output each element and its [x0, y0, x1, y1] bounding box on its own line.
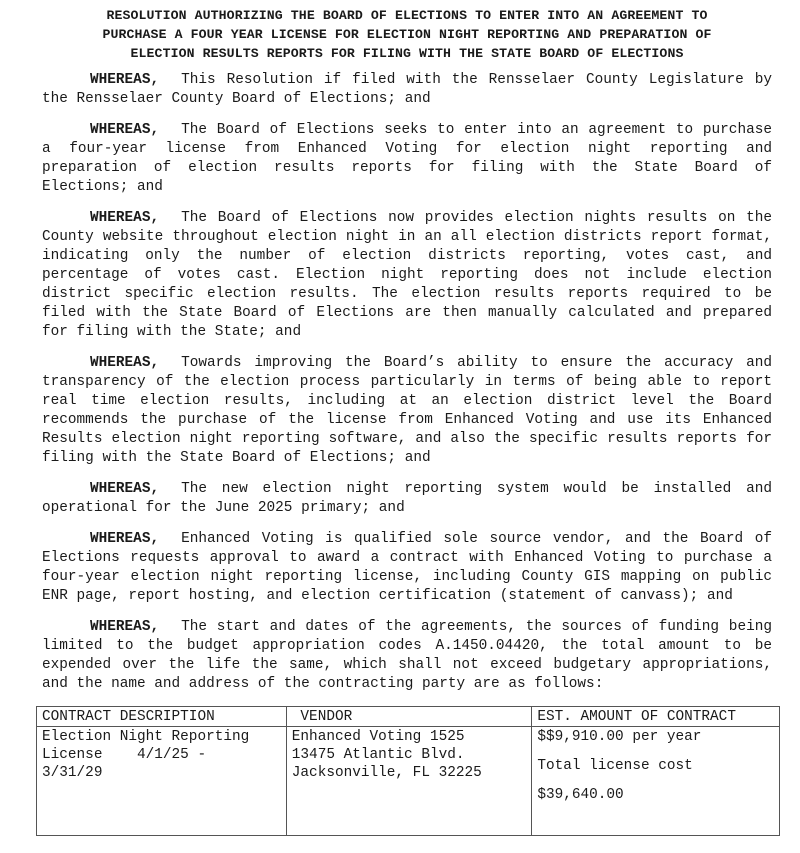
whereas-lead: WHEREAS, — [90, 619, 160, 635]
whereas-lead: WHEREAS, — [90, 210, 160, 226]
total-license-amount: $39,640.00 — [537, 787, 624, 803]
whereas-paragraph-2 — [42, 121, 772, 197]
description-line-1: Election Night Reporting — [42, 729, 250, 745]
cell-vendor — [286, 727, 532, 836]
paragraph-text: The start and dates of the agreements, the sources of funding being limited to the budget appropriation codes A.1450.04420, the total amount to be expended over the life the same, which shall not exceed budgetary appropriations, and the name and address of the contracting party are as follows: — [42, 619, 772, 692]
whereas-paragraph-6 — [42, 530, 772, 606]
paragraph-text: This Resolution if filed with the Rensselaer County Legislature by the Rensselaer County Board of Elections; and — [42, 72, 772, 107]
description-line-2: License 4/1/25 - — [42, 747, 207, 763]
description-line-3: 3/31/29 — [42, 765, 103, 781]
title-line-3: ELECTION RESULTS REPORTS FOR FILING WITH THE STATE BOARD OF ELECTIONS — [130, 46, 684, 61]
whereas-paragraph-1 — [42, 71, 772, 109]
vendor-line-1: Enhanced Voting 1525 — [291, 729, 465, 745]
header-vendor: VENDOR — [286, 707, 532, 727]
vendor-line-3: Jacksonville, FL 32225 — [291, 765, 482, 781]
whereas-lead: WHEREAS, — [90, 531, 160, 547]
table-header-row — [37, 707, 780, 727]
whereas-paragraph-5 — [42, 480, 772, 518]
header-contract-description: CONTRACT DESCRIPTION — [37, 707, 287, 727]
resolution-title — [42, 6, 772, 63]
whereas-paragraph-4 — [42, 354, 772, 468]
cell-description — [37, 727, 287, 836]
paragraph-text: Enhanced Voting is qualified sole source vendor, and the Board of Elections requests approval to award a contract with Enhanced Voting to purchase a four-year election night reporting license, including County GIS mapping on public ENR page, report hosting, and election certification (statement of canvass); and — [42, 531, 772, 604]
header-est-amount: EST. AMOUNT OF CONTRACT — [532, 707, 780, 727]
resolution-page — [42, 6, 772, 836]
paragraph-text: The Board of Elections seeks to enter into an agreement to purchase a four-year license from Enhanced Voting for election night reporting and preparation of election results reports for filing with the State Board of Elections; and — [42, 122, 772, 195]
whereas-paragraph-3 — [42, 209, 772, 342]
whereas-paragraph-7 — [42, 618, 772, 694]
total-license-label: Total license cost — [537, 758, 693, 774]
whereas-lead: WHEREAS, — [90, 72, 160, 88]
whereas-lead: WHEREAS, — [90, 122, 160, 138]
paragraph-text: The Board of Elections now provides election nights results on the County website throughout election night in an all election districts report format, indicating only the number of election districts reporting, votes cast, and percentage of votes cast. Election night reporting does not include election district specific election results. The election results reports required to be filed with the State Board of Elections are then manually calculated and prepared for filing with the State; and — [42, 210, 772, 340]
paragraph-text: The new election night reporting system would be installed and operational for the June 2025 primary; and — [42, 481, 772, 516]
contract-table — [36, 706, 780, 836]
table-row — [37, 727, 780, 836]
whereas-lead: WHEREAS, — [90, 355, 160, 371]
paragraph-text: Towards improving the Board’s ability to ensure the accuracy and transparency of the election process particularly in terms of being able to report real time election results, including at an election district level the Board recommends the purchase of the license from Enhanced Voting and use its Enhanced Results election night reporting software, and also the specific results reports for filing with the State Board of Elections; and — [42, 355, 772, 466]
whereas-lead: WHEREAS, — [90, 481, 160, 497]
cell-amount — [532, 727, 780, 836]
amount-per-year: $$9,910.00 per year — [537, 729, 702, 745]
title-line-2: PURCHASE A FOUR YEAR LICENSE FOR ELECTION NIGHT REPORTING AND PREPARATION OF — [102, 27, 712, 42]
title-line-1: RESOLUTION AUTHORIZING THE BOARD OF ELECTIONS TO ENTER INTO AN AGREEMENT TO — [106, 8, 708, 23]
vendor-line-2: 13475 Atlantic Blvd. — [291, 747, 465, 763]
